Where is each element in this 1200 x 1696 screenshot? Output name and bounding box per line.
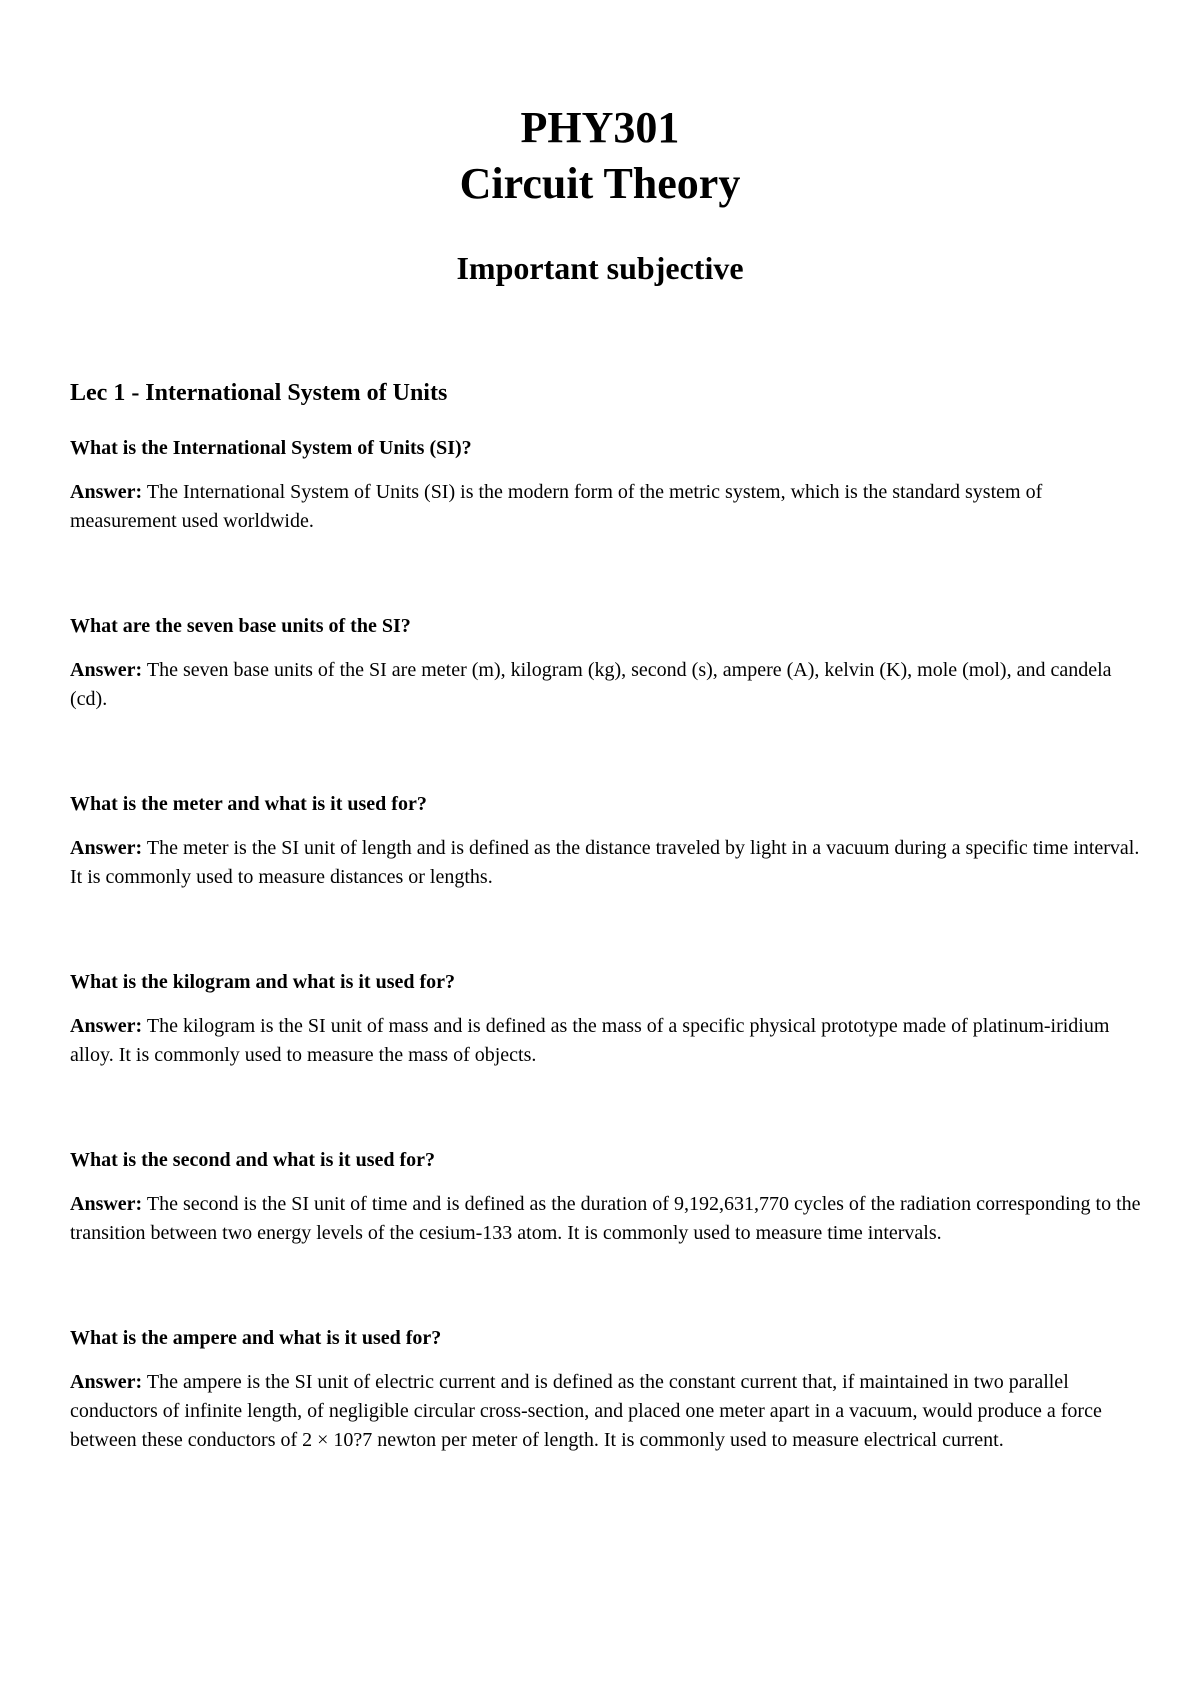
answer-text: The International System of Units (SI) is the modern form of the metric system, which is the standard system of measurement used worldwide.: [70, 481, 1043, 532]
question: What is the ampere and what is it used for?: [70, 1327, 442, 1349]
answer-text: The meter is the SI unit of length and is defined as the distance traveled by light in a vacuum during a specific time interval. It is commonly used to measure distances or lengths.: [70, 837, 1140, 888]
answer: [70, 478, 1145, 536]
qa-item: [70, 612, 1145, 714]
qa-item: [70, 1324, 1145, 1455]
answer-label: Answer:: [70, 481, 143, 503]
answer: [70, 656, 1145, 714]
answer: [70, 1368, 1145, 1455]
answer: [70, 1012, 1145, 1070]
document-body: [70, 378, 1145, 1455]
qa-item: [70, 790, 1145, 892]
question: What are the seven base units of the SI?: [70, 615, 411, 637]
question: What is the International System of Units (SI)?: [70, 437, 472, 459]
answer-text: The kilogram is the SI unit of mass and is defined as the mass of a specific physical prototype made of platinum-iridium alloy. It is commonly used to measure the mass of objects.: [70, 1015, 1110, 1066]
answer-label: Answer:: [70, 659, 143, 681]
question: What is the second and what is it used for?: [70, 1149, 436, 1171]
qa-item: [70, 968, 1145, 1070]
answer: [70, 834, 1145, 892]
answer-label: Answer:: [70, 837, 143, 859]
qa-item: [70, 434, 1145, 536]
question: What is the kilogram and what is it used for?: [70, 971, 456, 993]
answer: [70, 1190, 1145, 1248]
document-subtitle: Important subjective: [456, 250, 744, 286]
course-code: PHY301: [520, 103, 680, 152]
answer-label: Answer:: [70, 1015, 143, 1037]
qa-item: [70, 1146, 1145, 1248]
answer-text: The seven base units of the SI are meter (m), kilogram (kg), second (s), ampere (A), kelvin (K), mole (mol), and candela (cd).: [70, 659, 1112, 710]
answer-text: The second is the SI unit of time and is defined as the duration of 9,192,631,770 cycles of the radiation corresponding to the transition between two energy levels of the cesium-133 atom. It is commonly used to measure time intervals.: [70, 1193, 1141, 1244]
title-block: [0, 100, 1200, 212]
answer-text: The ampere is the SI unit of electric current and is defined as the constant current that, if maintained in two parallel conductors of infinite length, of negligible circular cross-section, and placed one meter apart in a vacuum, would produce a force between these conductors of 2 × 10?7 newton per meter of length. It is commonly used to measure electrical current.: [70, 1371, 1102, 1451]
answer-label: Answer:: [70, 1371, 143, 1393]
question: What is the meter and what is it used for?: [70, 793, 427, 815]
course-title: Circuit Theory: [459, 159, 741, 208]
section-heading: Lec 1 - International System of Units: [70, 380, 448, 406]
answer-label: Answer:: [70, 1193, 143, 1215]
